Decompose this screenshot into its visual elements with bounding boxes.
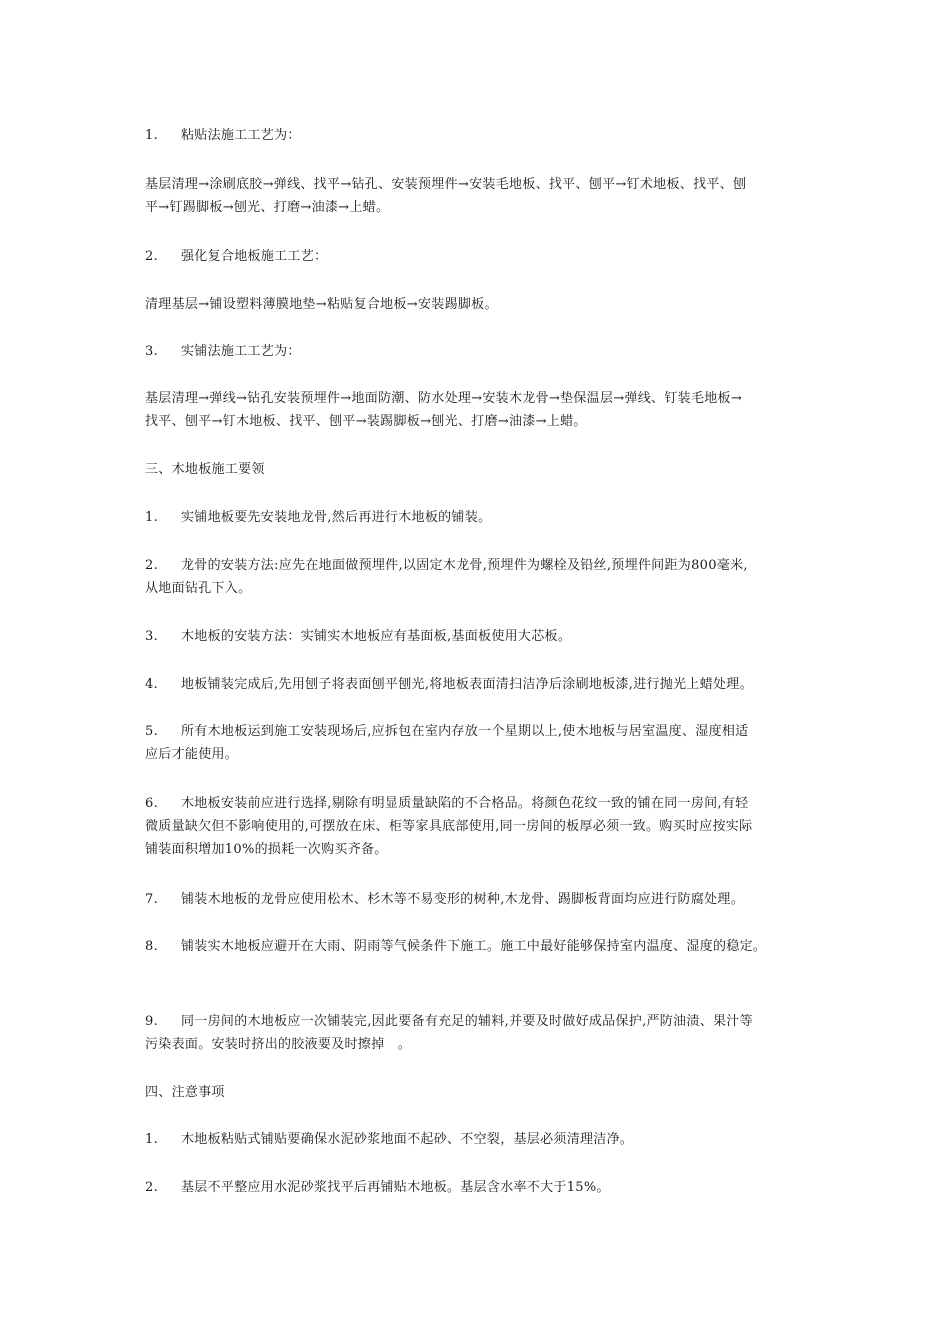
text-line: 铺装实木地板应避开在大雨、阴雨等气候条件下施工。施工中最好能够保持室内温度、湿度的稳定。 <box>181 939 767 954</box>
text-line: 龙骨的安装方法:应先在地面做预埋件,以固定木龙骨,预埋件为螺栓及铅丝,预埋件间距为800毫米, <box>181 558 748 573</box>
step-1-process <box>145 173 810 219</box>
item-number: 7. <box>145 892 159 907</box>
step-2-process <box>145 293 810 316</box>
item-number: 4. <box>145 677 159 692</box>
section-3-title <box>145 458 810 481</box>
guideline-1 <box>145 506 810 529</box>
text-line: 应后才能使用。 <box>145 747 239 762</box>
text-line: 基层清理→涂刷底胶→弹线、找平→钻孔、安装预埋件→安装毛地板、找平、刨平→钉术地板、找平、刨 <box>145 177 747 192</box>
text-line: 平→钉踢脚板→刨光、打磨→油漆→上蜡。 <box>145 200 390 215</box>
note-1 <box>145 1128 810 1151</box>
item-number: 2. <box>145 1180 159 1195</box>
item-number: 6. <box>145 796 159 811</box>
text-line: 微质量缺欠但不影响使用的,可摆放在床、柜等家具底部使用,同一房间的板厚必须一致。购买时应按实际 <box>145 819 753 834</box>
item-number: 2. <box>145 558 159 573</box>
item-number: 5. <box>145 724 159 739</box>
step-2-heading <box>145 245 810 268</box>
section-heading: 四、注意事项 <box>145 1085 225 1100</box>
text-line: 铺装面积增加10%的损耗一次购买齐备。 <box>145 842 388 857</box>
text-line: 木地板粘贴式铺贴要确保水泥砂浆地面不起砂、不空裂，基层必须清理洁净。 <box>181 1132 634 1147</box>
text-line: 基层不平整应用水泥砂浆找平后再铺贴木地板。基层含水率不大于15%。 <box>181 1180 610 1195</box>
text-line: 实铺地板要先安装地龙骨,然后再进行木地板的铺装。 <box>181 510 492 525</box>
text-line: 基层清理→弹线→钻孔安装预埋件→地面防潮、防水处理→安装木龙骨→垫保温层→弹线、钉装毛地板→ <box>145 391 743 406</box>
text-line: 从地面钻孔下入。 <box>145 581 252 596</box>
item-number: 8. <box>145 939 159 954</box>
guideline-9 <box>145 1010 810 1056</box>
item-number: 2. <box>145 249 159 264</box>
item-number: 1. <box>145 510 159 525</box>
item-number: 1. <box>145 128 159 143</box>
text-line: 粘贴法施工工艺为： <box>181 128 301 143</box>
text-line: 所有木地板运到施工安装现场后,应拆包在室内存放一个星期以上,使木地板与居室温度、湿度相适 <box>181 724 749 739</box>
text-line: 实铺法施工工艺为： <box>181 344 301 359</box>
guideline-2 <box>145 554 810 600</box>
text-line: 强化复合地板施工工艺： <box>181 249 328 264</box>
note-2 <box>145 1176 810 1199</box>
section-heading: 三、木地板施工要领 <box>145 462 265 477</box>
text-line: 木地板的安装方法：实铺实木地板应有基面板,基面板使用大芯板。 <box>181 629 572 644</box>
guideline-4 <box>145 673 810 696</box>
guideline-7 <box>145 888 810 911</box>
text-line: 同一房间的木地板应一次铺装完,因此要备有充足的辅料,并要及时做好成品保护,严防油渍、果汁等 <box>181 1014 753 1029</box>
step-3-heading <box>145 340 810 363</box>
step-1-heading <box>145 124 810 147</box>
item-number: 3. <box>145 629 159 644</box>
guideline-5 <box>145 720 810 766</box>
guideline-6 <box>145 792 810 861</box>
guideline-8 <box>145 935 810 958</box>
item-number: 9. <box>145 1014 159 1029</box>
text-line: 污染表面。安装时挤出的胶液要及时擦掉 。 <box>145 1037 412 1052</box>
step-3-process <box>145 387 810 433</box>
text-line: 铺装木地板的龙骨应使用松木、杉木等不易变形的树种,木龙骨、踢脚板背面均应进行防腐处理。 <box>181 892 745 907</box>
guideline-3 <box>145 625 810 648</box>
section-4-title <box>145 1081 810 1104</box>
text-line: 找平、刨平→钉木地板、找平、刨平→装踢脚板→刨光、打磨→油漆→上蜡。 <box>145 414 587 429</box>
item-number: 1. <box>145 1132 159 1147</box>
text-line: 木地板安装前应进行选择,剔除有明显质量缺陷的不合格品。将颜色花纹一致的铺在同一房间,有轻 <box>181 796 749 811</box>
text-line: 地板铺装完成后,先用刨子将表面刨平刨光,将地板表面清扫洁净后涂刷地板漆,进行抛光上蜡处理。 <box>181 677 753 692</box>
text-line: 清理基层→铺设塑料薄膜地垫→粘贴复合地板→安装踢脚板。 <box>145 297 498 312</box>
item-number: 3. <box>145 344 159 359</box>
